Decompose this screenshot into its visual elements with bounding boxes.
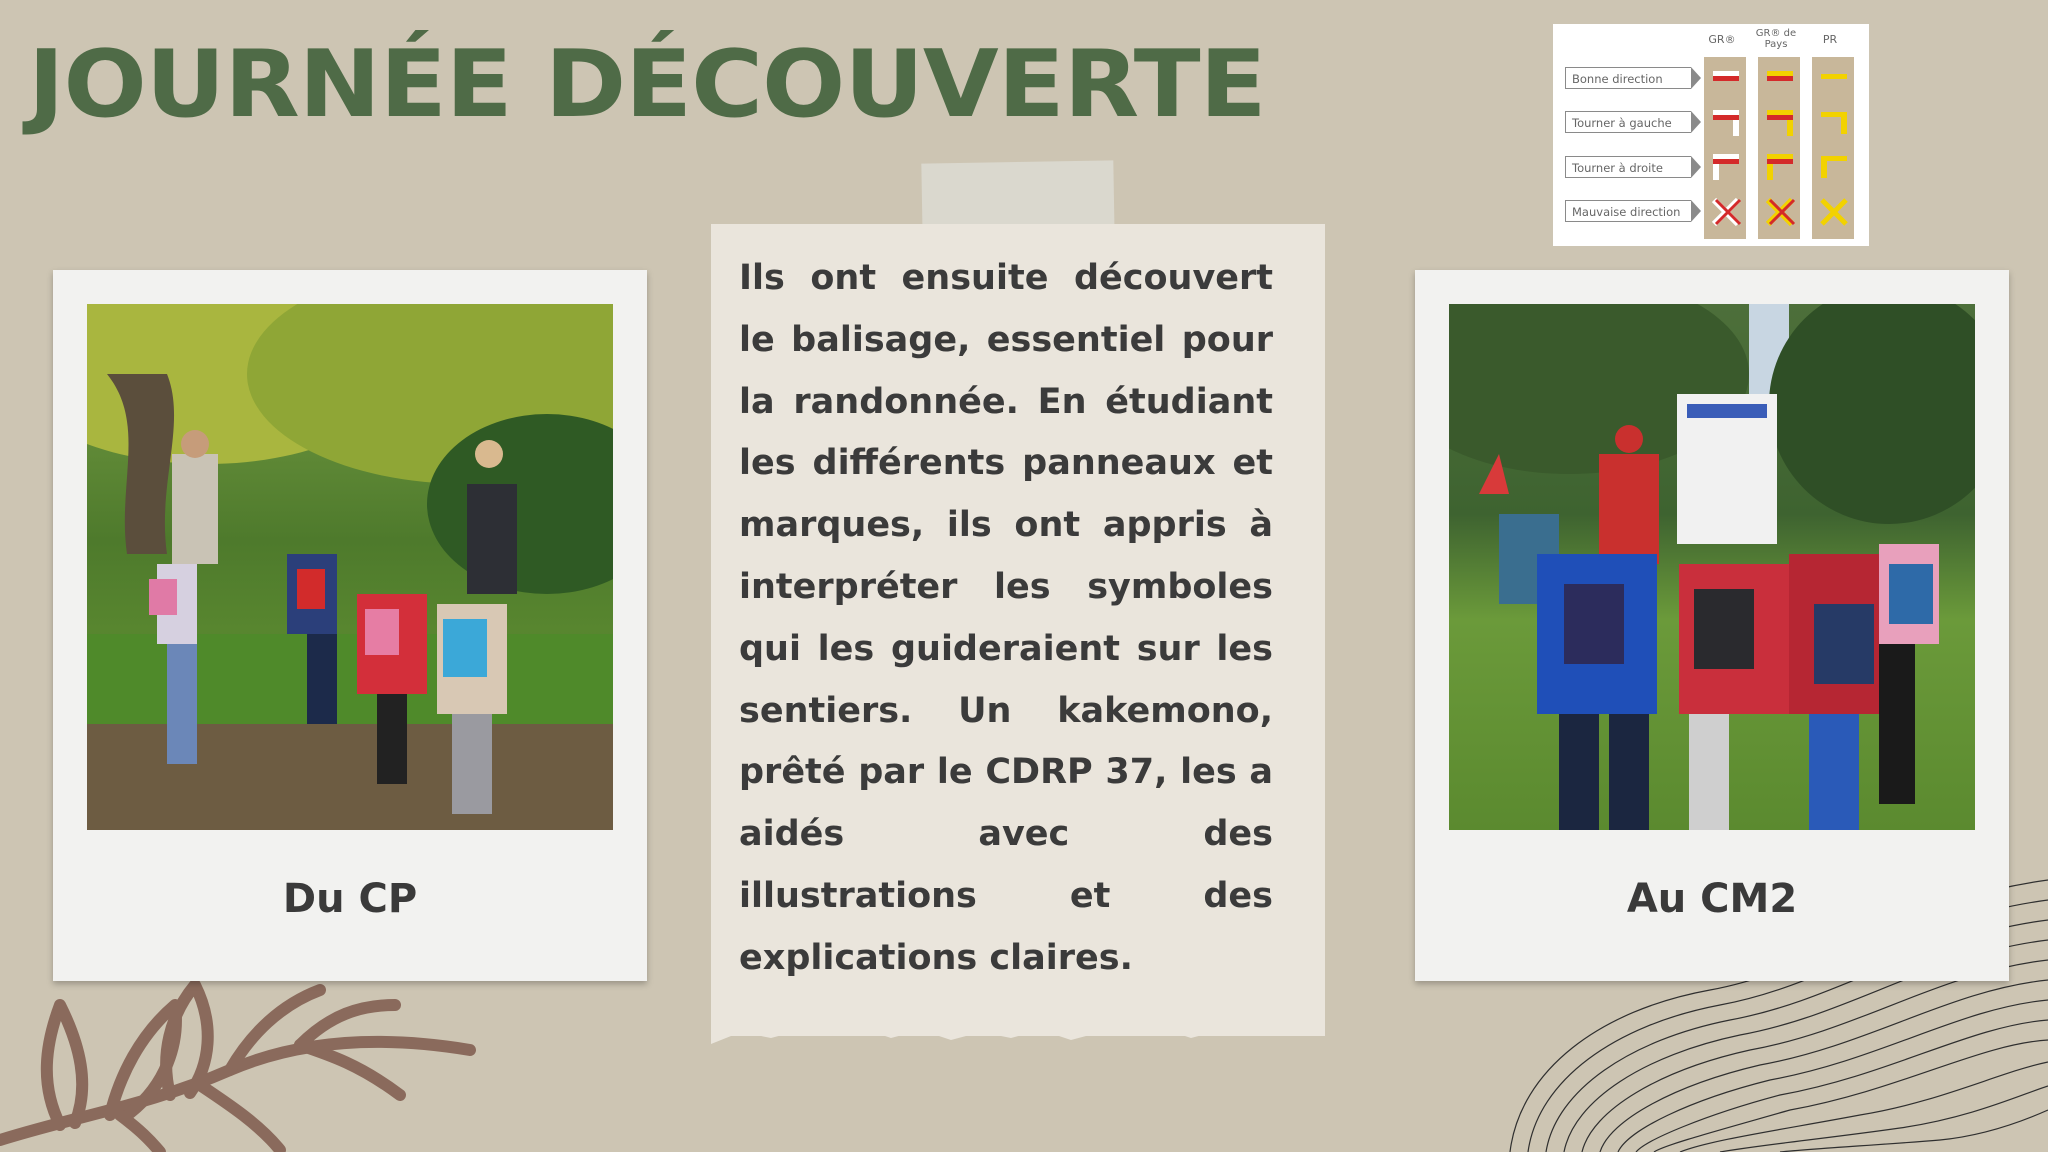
caption-left: Du CP bbox=[282, 876, 418, 922]
polaroid-right bbox=[1415, 270, 2009, 981]
photo-children-cp bbox=[87, 304, 613, 830]
legend-row-wrong-direction: Mauvaise direction bbox=[1565, 200, 1691, 222]
page-title: JOURNÉE DÉCOUVERTE bbox=[28, 30, 1266, 139]
legend-row-good-direction: Bonne direction bbox=[1565, 67, 1691, 89]
branch-decoration bbox=[0, 975, 500, 1152]
legend-header-gr: GR® bbox=[1708, 33, 1736, 46]
legend-row-turn-right: Tourner à droite bbox=[1565, 156, 1691, 178]
legend-marks bbox=[1553, 24, 1869, 246]
text-paper bbox=[711, 224, 1325, 1036]
trail-marking-legend bbox=[1553, 24, 1869, 246]
legend-header-gr-pays: GR® de Pays bbox=[1755, 28, 1797, 50]
gr-marks bbox=[1713, 71, 1740, 224]
gr-pays-marks bbox=[1767, 71, 1794, 224]
legend-row-turn-left: Tourner à gauche bbox=[1565, 111, 1691, 133]
paper-text: Ils ont ensuite découvert le balisage, essentiel pour la randonnée. En étudiant les différents panneaux et marques, ils ont appris à interpréter les symboles qui les guideraient sur les sentiers. Un kakemono, prêté par le CDRP 37, les a aidés avec des illustrations et des explications claires. bbox=[739, 258, 1273, 978]
legend-header-pr: PR bbox=[1822, 33, 1838, 46]
photo-children-cm2 bbox=[1449, 304, 1975, 830]
pr-marks bbox=[1821, 74, 1847, 224]
polaroid-left bbox=[53, 270, 647, 981]
torn-edge bbox=[711, 1008, 1325, 1048]
caption-right: Au CM2 bbox=[1626, 876, 1798, 922]
